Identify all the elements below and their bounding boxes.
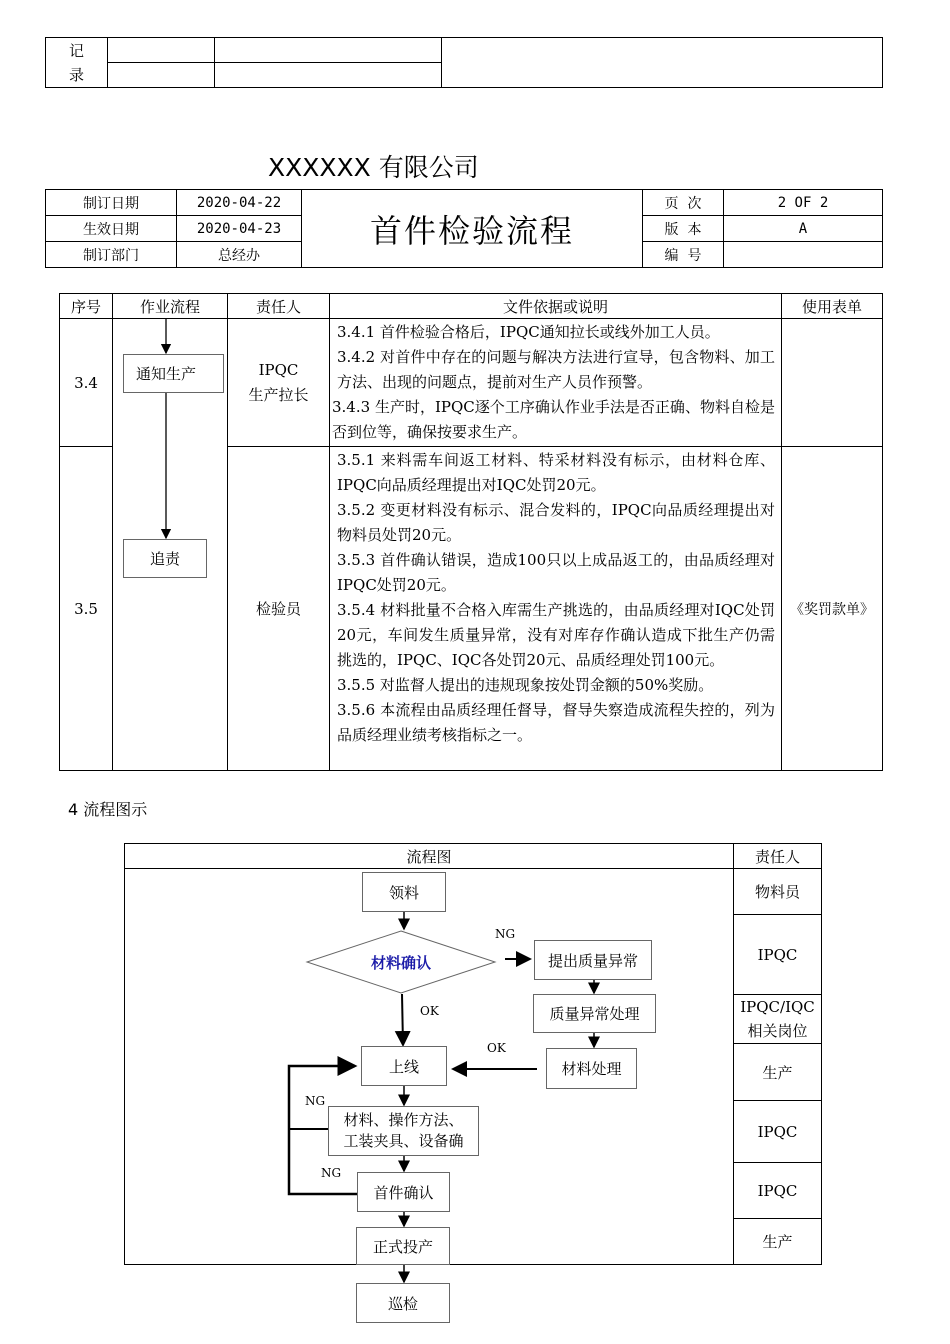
row-number: 3.4: [60, 319, 113, 447]
owner-cell: IPQC: [734, 1101, 822, 1163]
owner-line: 相关岗位: [747, 1022, 808, 1040]
node-online: 上线: [361, 1046, 447, 1086]
description-paragraph: 3.5.2 变更材料没有标示、混合发料的，IPQC向品质经理提出对物料员处罚20元。: [337, 501, 775, 544]
company-name: XXXXXX 有限公司: [268, 153, 479, 182]
column-header: 文件依据或说明: [330, 294, 782, 319]
node-production: 正式投产: [356, 1227, 450, 1265]
owner-cell: IPQC: [734, 915, 822, 995]
description-paragraph: 3.5.6 本流程由品质经理任督导，督导失察造成流程失控的，列为品质经理业绩考核指标之一。: [337, 701, 775, 744]
owner-line: IPQC/IQC: [740, 998, 815, 1016]
owner-line: IPQC: [258, 360, 299, 379]
row-number: 3.5: [60, 447, 113, 771]
arrow-line: [402, 994, 403, 1045]
header-value: 2020-04-23: [177, 216, 302, 242]
description-paragraph: 3.5.1 来料需车间返工材料、特采材料没有标示，由材料仓库、IPQC向品质经理提出对IQC处罚20元。: [337, 451, 775, 494]
header-right-value: 2 OF 2: [724, 190, 883, 216]
column-header: 责任人: [228, 294, 330, 319]
description-paragraph: 3.4.2 对首件中存在的问题与解决方法进行宣导，包含物料、加工方法、出现的问题点，提前对生产人员作预警。: [337, 348, 775, 391]
description-paragraph: 3.5.4 材料批量不合格入库需生产挑选的，由品质经理对IQC处罚20元，车间发生质量异常，没有对库存作确认造成下批生产仍需挑选的，IPQC、IQC各处罚20元、品质经理处罚100元。: [337, 601, 775, 669]
label-ng: NG: [495, 927, 516, 941]
label-ng: NG: [321, 1166, 342, 1180]
header-label: 制订部门: [46, 242, 177, 268]
header-right-label: 编 号: [643, 242, 724, 268]
label-ng: NG: [305, 1094, 326, 1108]
owner-cell: 生产: [734, 1219, 822, 1265]
owner-cell: 生产: [734, 1044, 822, 1101]
header-right-label: 版 本: [643, 216, 724, 242]
header-right-label: 页 次: [643, 190, 724, 216]
header-label: 生效日期: [46, 216, 177, 242]
node-material-process: 材料处理: [546, 1048, 637, 1089]
header-value: 2020-04-22: [177, 190, 302, 216]
section-title: 4 流程图示: [68, 800, 148, 819]
node-receive: 领料: [362, 872, 446, 912]
owner-header: 责任人: [734, 844, 822, 869]
flow-box-accountability: 追责: [123, 539, 207, 578]
form-cell: 《奖罚款单》: [782, 447, 883, 771]
owner-line: 检验员: [255, 600, 301, 618]
column-header: 作业流程: [113, 294, 228, 319]
record-label-line2: 录: [68, 65, 84, 84]
flow-box-notify: 通知生产: [123, 354, 224, 393]
node-raise-issue: 提出质量异常: [534, 940, 652, 980]
decision-label: 材料确认: [370, 954, 431, 972]
node-check-line: 工装夹具、设备确: [343, 1132, 464, 1150]
label-ok: OK: [487, 1041, 506, 1055]
column-header: 使用表单: [782, 294, 883, 319]
header-right-value: A: [724, 216, 883, 242]
label-ok: OK: [420, 1004, 439, 1018]
record-label-line1: 记: [68, 41, 84, 60]
header-label: 制订日期: [46, 190, 177, 216]
description-paragraph: 3.4.3 生产时，IPQC逐个工序确认作业手法是否正确、物料自检是否到位等，确保按要求生产。: [332, 398, 775, 441]
document-title: 首件检验流程: [302, 190, 643, 268]
owner-line: 生产拉长: [248, 385, 309, 404]
node-patrol: 巡检: [356, 1283, 450, 1323]
description-paragraph: 3.5.5 对监督人提出的违规现象按处罚金额的50%奖励。: [337, 676, 714, 694]
description-paragraph: 3.4.1 首件检验合格后，IPQC通知拉长或线外加工人员。: [337, 323, 720, 341]
header-value: 总经办: [177, 242, 302, 268]
column-header: 序号: [60, 294, 113, 319]
node-check: [328, 1106, 479, 1156]
node-first-confirm: 首件确认: [357, 1172, 450, 1212]
description-paragraph: 3.5.3 首件确认错误，造成100只以上成品返工的，由品质经理对IPQC处罚20元。: [337, 551, 775, 594]
node-handle-issue: 质量异常处理: [533, 994, 656, 1033]
node-check-line: 材料、操作方法、: [343, 1111, 464, 1129]
flowchart-header: 流程图: [125, 844, 734, 869]
owner-cell: IPQC: [734, 1163, 822, 1219]
owner-cell: 物料员: [734, 869, 822, 915]
